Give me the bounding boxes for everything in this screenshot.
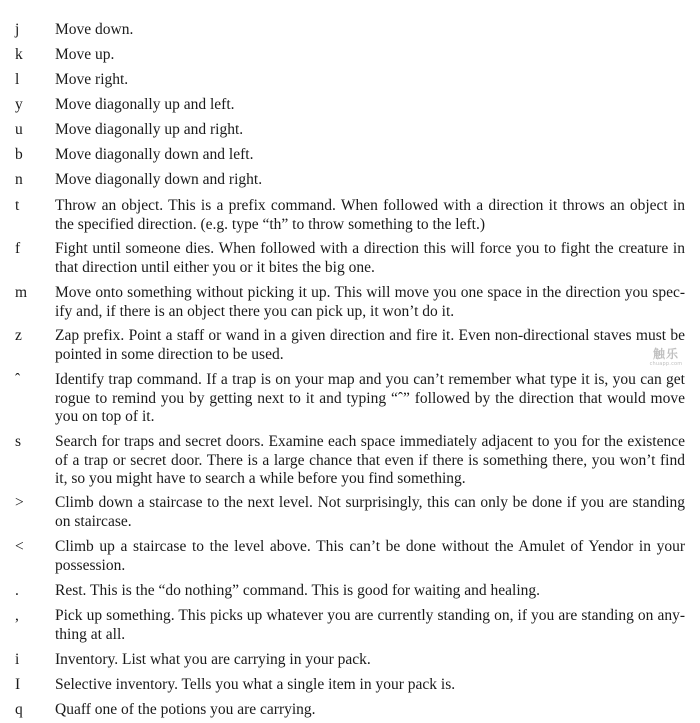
command-key: s <box>15 433 22 450</box>
command-description <box>55 240 685 277</box>
command-key: n <box>15 171 23 188</box>
watermark-text: 触乐 <box>652 347 679 361</box>
description-line: Identify trap command. If a trap is on your map and you can’t remember what type it is, you can get <box>55 371 685 388</box>
command-description <box>55 284 685 321</box>
command-key: i <box>15 651 20 668</box>
description-line: Inventory. List what you are carrying in your pack. <box>55 651 371 668</box>
description-line: Move diagonally down and right. <box>55 171 263 188</box>
description-line: on staircase. <box>55 512 132 530</box>
description-line: Throw an object. This is a prefix command. When followed with a direction it throws an object in <box>55 197 685 214</box>
command-description <box>55 171 685 190</box>
command-key: > <box>15 494 24 511</box>
description-line: Move down. <box>55 21 134 38</box>
command-description <box>55 46 685 65</box>
command-description <box>55 71 685 90</box>
command-key: I <box>15 676 21 693</box>
command-description <box>55 582 685 601</box>
description-line: you on top of it. <box>55 408 155 425</box>
description-line: possession. <box>55 556 126 574</box>
description-line: rogue to remind you by getting next to it and typing “ˆ” followed by the direction that would move <box>55 389 685 407</box>
command-description <box>55 433 685 489</box>
description-line: Move diagonally up and right. <box>55 121 244 138</box>
description-line: Zap prefix. Point a staff or wand in a given direction and fire it. Even non-directional staves must be <box>55 327 685 344</box>
command-key: l <box>15 71 20 88</box>
command-description <box>55 538 685 575</box>
watermark-logo <box>646 347 686 368</box>
command-key: ˆ <box>15 371 21 388</box>
description-line: of a trap or secret door. There is a large chance that even if there is something there, you won’t find <box>55 451 685 469</box>
description-line: Move diagonally up and left. <box>55 96 235 113</box>
description-line: thing at all. <box>55 625 126 643</box>
description-line: Move onto something without picking it up. This will move you one space in the direction you spec- <box>55 284 685 301</box>
command-key: z <box>15 327 22 344</box>
command-key: m <box>15 284 28 301</box>
command-key: f <box>15 240 21 257</box>
description-line: Search for traps and secret doors. Examine each space immediately adjacent to you for the existence <box>55 433 685 450</box>
command-description <box>55 701 685 720</box>
command-key: k <box>15 46 23 63</box>
description-line: Climb down a staircase to the next level. Not surprisingly, this can only be done if you are standing <box>55 494 685 511</box>
description-line: pointed in some direction to be used. <box>55 345 284 363</box>
command-description <box>55 121 685 140</box>
command-key: , <box>15 607 19 624</box>
description-line: it, so you might have to search a while before you find something. <box>55 470 466 487</box>
description-line: Quaff one of the potions you are carrying. <box>55 701 316 718</box>
command-description <box>55 607 685 644</box>
command-description <box>55 676 685 695</box>
description-line: Move up. <box>55 46 115 63</box>
command-description <box>55 197 685 234</box>
watermark-url: chuapp.com <box>649 361 683 367</box>
command-description <box>55 96 685 115</box>
command-description <box>55 494 685 531</box>
command-key: . <box>15 582 19 599</box>
description-line: Fight until someone dies. When followed with a direction this will force you to fight the creature in <box>55 240 685 257</box>
command-key: t <box>15 197 20 214</box>
command-description <box>55 21 685 40</box>
description-line: ify and, if there is an object there you can pick up, it won’t do it. <box>55 302 455 320</box>
command-key: < <box>15 538 24 555</box>
description-line: Selective inventory. Tells you what a single item in your pack is. <box>55 676 456 693</box>
command-description <box>55 651 685 670</box>
description-line: the specified direction. (e.g. type “th” to throw something to the left.) <box>55 215 485 233</box>
command-key: u <box>15 121 23 138</box>
description-line: Climb up a staircase to the level above. This can’t be done without the Amulet of Yendor in your <box>55 538 685 555</box>
command-key: j <box>15 21 20 38</box>
command-description <box>55 327 685 364</box>
description-line: Pick up something. This picks up whatever you are currently standing on, if you are standing on any- <box>55 607 685 624</box>
command-key: b <box>15 146 23 163</box>
command-key: q <box>15 701 23 718</box>
description-line: Move diagonally down and left. <box>55 146 254 163</box>
description-line: Move right. <box>55 71 129 88</box>
command-description <box>55 371 685 427</box>
command-description <box>55 146 685 165</box>
command-key: y <box>15 96 23 113</box>
description-line: Rest. This is the “do nothing” command. This is good for waiting and healing. <box>55 582 541 599</box>
description-line: that direction until either you or it bites the big one. <box>55 258 375 276</box>
